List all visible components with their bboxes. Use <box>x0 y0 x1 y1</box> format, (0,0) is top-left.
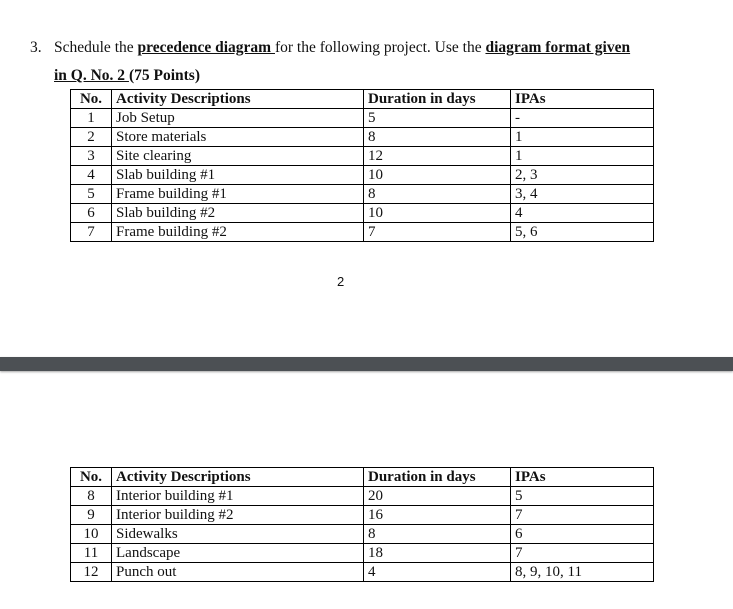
cell-duration: 8 <box>364 128 511 147</box>
header-ipas: IPAs <box>511 468 654 487</box>
table-row <box>71 487 654 506</box>
diagram-format-emphasis: diagram format given <box>485 39 631 56</box>
table-row <box>71 204 654 223</box>
table-row <box>71 147 654 166</box>
question-line-2 <box>54 62 200 90</box>
table-row <box>71 185 654 204</box>
cell-no: 3 <box>71 147 112 166</box>
cell-desc: Slab building #1 <box>112 166 364 185</box>
cell-ipas: 4 <box>511 204 654 223</box>
cell-ipas: 7 <box>511 544 654 563</box>
cell-duration: 18 <box>364 544 511 563</box>
cell-desc: Interior building #2 <box>112 506 364 525</box>
cell-desc: Punch out <box>112 563 364 582</box>
cell-ipas: 5, 6 <box>511 223 654 242</box>
question-line-1 <box>54 34 630 62</box>
header-no: No. <box>71 90 112 109</box>
cell-duration: 8 <box>364 185 511 204</box>
table-row <box>71 128 654 147</box>
cell-ipas: 6 <box>511 525 654 544</box>
question-number: 3. <box>30 39 42 56</box>
cell-ipas: - <box>511 109 654 128</box>
question-line1-pre: Schedule the <box>54 39 138 56</box>
table-row <box>71 563 654 582</box>
table-row <box>71 544 654 563</box>
table-row <box>71 223 654 242</box>
cell-duration: 7 <box>364 223 511 242</box>
cell-ipas: 1 <box>511 128 654 147</box>
cell-ipas: 1 <box>511 147 654 166</box>
activities-table-2 <box>70 467 654 582</box>
cell-ipas: 2, 3 <box>511 166 654 185</box>
cell-duration: 10 <box>364 166 511 185</box>
cell-duration: 20 <box>364 487 511 506</box>
cell-no: 12 <box>71 563 112 582</box>
question-line1-mid: for the following project. Use the <box>274 39 486 56</box>
page-number: 2 <box>337 274 345 289</box>
precedence-diagram-emphasis: precedence diagram <box>137 39 275 56</box>
cell-no: 4 <box>71 166 112 185</box>
header-duration: Duration in days <box>364 468 511 487</box>
activities-table-1 <box>70 89 654 242</box>
cell-desc: Store materials <box>112 128 364 147</box>
cell-desc: Frame building #1 <box>112 185 364 204</box>
cell-duration: 4 <box>364 563 511 582</box>
cell-ipas: 7 <box>511 506 654 525</box>
header-duration: Duration in days <box>364 90 511 109</box>
cell-duration: 5 <box>364 109 511 128</box>
cell-no: 11 <box>71 544 112 563</box>
header-ipas: IPAs <box>511 90 654 109</box>
cell-desc: Landscape <box>112 544 364 563</box>
cell-ipas: 3, 4 <box>511 185 654 204</box>
cell-duration: 10 <box>364 204 511 223</box>
cell-no: 10 <box>71 525 112 544</box>
cell-desc: Site clearing <box>112 147 364 166</box>
table-row <box>71 525 654 544</box>
header-desc: Activity Descriptions <box>112 90 364 109</box>
table-header-row <box>71 468 654 487</box>
cell-desc: Slab building #2 <box>112 204 364 223</box>
cell-no: 5 <box>71 185 112 204</box>
table-row <box>71 506 654 525</box>
cell-no: 1 <box>71 109 112 128</box>
header-desc: Activity Descriptions <box>112 468 364 487</box>
cell-no: 8 <box>71 487 112 506</box>
cell-desc: Sidewalks <box>112 525 364 544</box>
cell-no: 2 <box>71 128 112 147</box>
cell-ipas: 5 <box>511 487 654 506</box>
cell-no: 9 <box>71 506 112 525</box>
question-points: (75 Points) <box>128 67 200 84</box>
cell-duration: 8 <box>364 525 511 544</box>
header-no: No. <box>71 468 112 487</box>
cell-desc: Job Setup <box>112 109 364 128</box>
cell-duration: 12 <box>364 147 511 166</box>
table-row <box>71 166 654 185</box>
cell-no: 7 <box>71 223 112 242</box>
cell-desc: Interior building #1 <box>112 487 364 506</box>
page-separator <box>0 357 733 371</box>
question-reference-emphasis: in Q. No. 2 <box>54 67 129 84</box>
cell-duration: 16 <box>364 506 511 525</box>
cell-ipas: 8, 9, 10, 11 <box>511 563 654 582</box>
cell-desc: Frame building #2 <box>112 223 364 242</box>
table-header-row <box>71 90 654 109</box>
table-row <box>71 109 654 128</box>
cell-no: 6 <box>71 204 112 223</box>
